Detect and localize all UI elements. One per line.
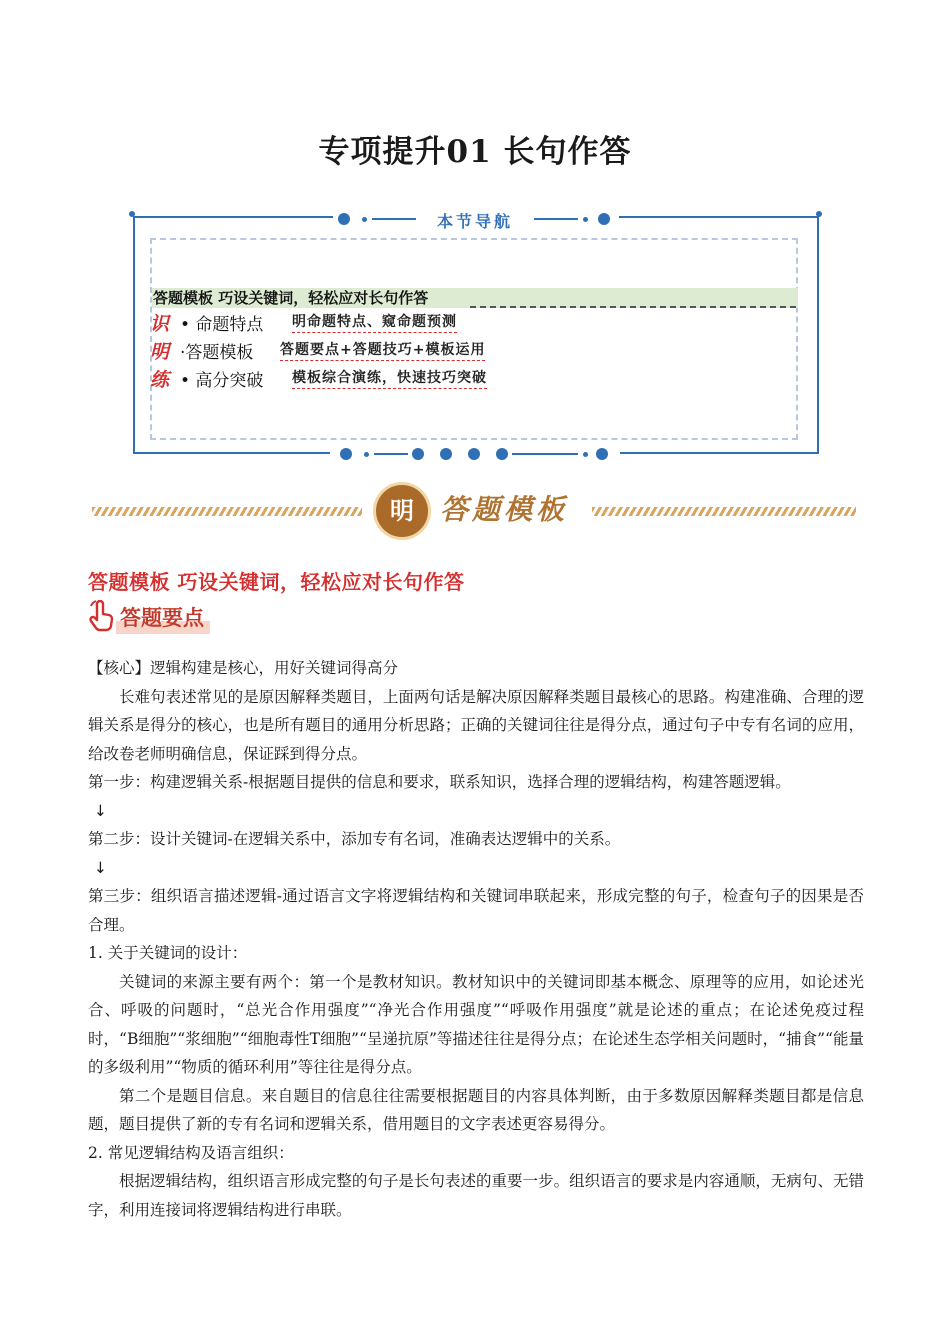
nav-row-char: 练 (150, 369, 170, 391)
section-heading: 答题模板 巧设关键词，轻松应对长句作答 (88, 570, 465, 594)
paragraph: 关键词的来源主要有两个：第一个是教材知识。教材知识中的关键词即基本概念、原理等的应用，如论述光合、呼吸的问题时，“总光合作用强度”“净光合作用强度”“呼吸作用强度”就是论述的重点；在论述免疫过程时，“B细胞”“浆细胞”“细胞毒性T细胞”“呈递抗原”等描述往往是得分点；在论述生态学相关问题时，“捕食”“能量的多级利用”“物质的循环利用”等往往是得分点。 (88, 972, 864, 1076)
list-item: 2. 常见逻辑结构及语言组织： (88, 1143, 294, 1162)
down-arrow-icon: ↓ (94, 801, 107, 820)
nav-dot-icon (598, 213, 610, 225)
nav-dot-icon (338, 213, 350, 225)
nav-header: 本节导航 (436, 212, 513, 231)
corner-dot-icon (816, 211, 822, 217)
down-arrow-icon: ↓ (94, 858, 107, 877)
nav-dot-icon (468, 448, 480, 460)
step-two: 第二步：设计关键词-在逻辑关系中，添加专有名词，准确表达逻辑中的关系。 (88, 830, 621, 848)
nav-dot-icon (362, 217, 367, 222)
page-title: 专项提升01 长句作答 (318, 134, 632, 170)
nav-highlight-text: 答题模板 巧设关键词，轻松应对长句作答 (153, 289, 429, 307)
nav-dot-icon (596, 448, 608, 460)
nav-line (512, 453, 578, 455)
corner-dot-icon (129, 211, 135, 217)
nav-line (374, 453, 408, 455)
nav-dot-icon (412, 448, 424, 460)
pointing-hand-icon (88, 600, 116, 632)
nav-row-char: 识 (150, 313, 170, 335)
nav-row-label: • 高分突破 (180, 371, 264, 391)
step-three: 第三步：组织语言描述逻辑-通过语言文字将逻辑结构和关键词串联起来，形成完整的句子，检查句子的因果是否合理。 (88, 887, 864, 934)
nav-row-label: ·答题模板 (180, 343, 254, 363)
nav-dot-icon (364, 452, 369, 457)
nav-dot-icon (340, 448, 352, 460)
paragraph: 第二个是题目信息。来自题目的信息往往需要根据题目的内容具体判断，由于多数原因解释类题目都是信息题，题目提供了新的专有名词和逻辑关系，借用题目的文字表述更容易得分。 (88, 1086, 864, 1133)
step-one: 第一步：构建逻辑关系-根据题目提供的信息和要求，联系知识，选择合理的逻辑结构，构建答题逻辑。 (88, 773, 791, 791)
nav-dot-icon (583, 452, 588, 457)
nav-line (534, 218, 578, 220)
paragraph: 长难句表述常见的是原因解释类题目，上面两句话是解决原因解释类题目最核心的思路。构建准确、合理的逻辑关系是得分的核心，也是所有题目的通用分析思路；正确的关键词往往是得分点，通过句子中专有名词的应用，给改卷老师明确信息，保证踩到得分点。 (88, 687, 864, 763)
paragraph: 根据逻辑结构，组织语言形成完整的句子是长句表述的重要一步。组织语言的要求是内容通顺，无病句、无错字，利用连接词将逻辑结构进行串联。 (88, 1172, 864, 1219)
nav-row-label: • 命题特点 (180, 315, 264, 335)
banner-title: 答题模板 (440, 493, 569, 526)
nav-row-desc: 明命题特点、窥命题预测 (292, 311, 457, 333)
banner-stripe-right (592, 507, 856, 516)
nav-row-desc: 答题要点+答题技巧+模板运用 (280, 339, 485, 361)
nav-row-char: 明 (150, 341, 170, 363)
banner-stripe-left (92, 507, 362, 516)
list-item: 1. 关于关键词的设计： (88, 944, 248, 962)
sub-heading: 答题要点 (116, 602, 210, 634)
nav-line (372, 218, 416, 220)
banner-circle-badge: 明 (373, 482, 431, 540)
nav-highlight-dash (470, 306, 796, 308)
nav-dot-icon (440, 448, 452, 460)
nav-dot-icon (496, 448, 508, 460)
nav-dot-icon (583, 217, 588, 222)
nav-row-desc: 模板综合演练，快速技巧突破 (292, 367, 487, 389)
core-line: 【核心】逻辑构建是核心，用好关键词得高分 (88, 659, 399, 677)
body-content (88, 654, 864, 1224)
